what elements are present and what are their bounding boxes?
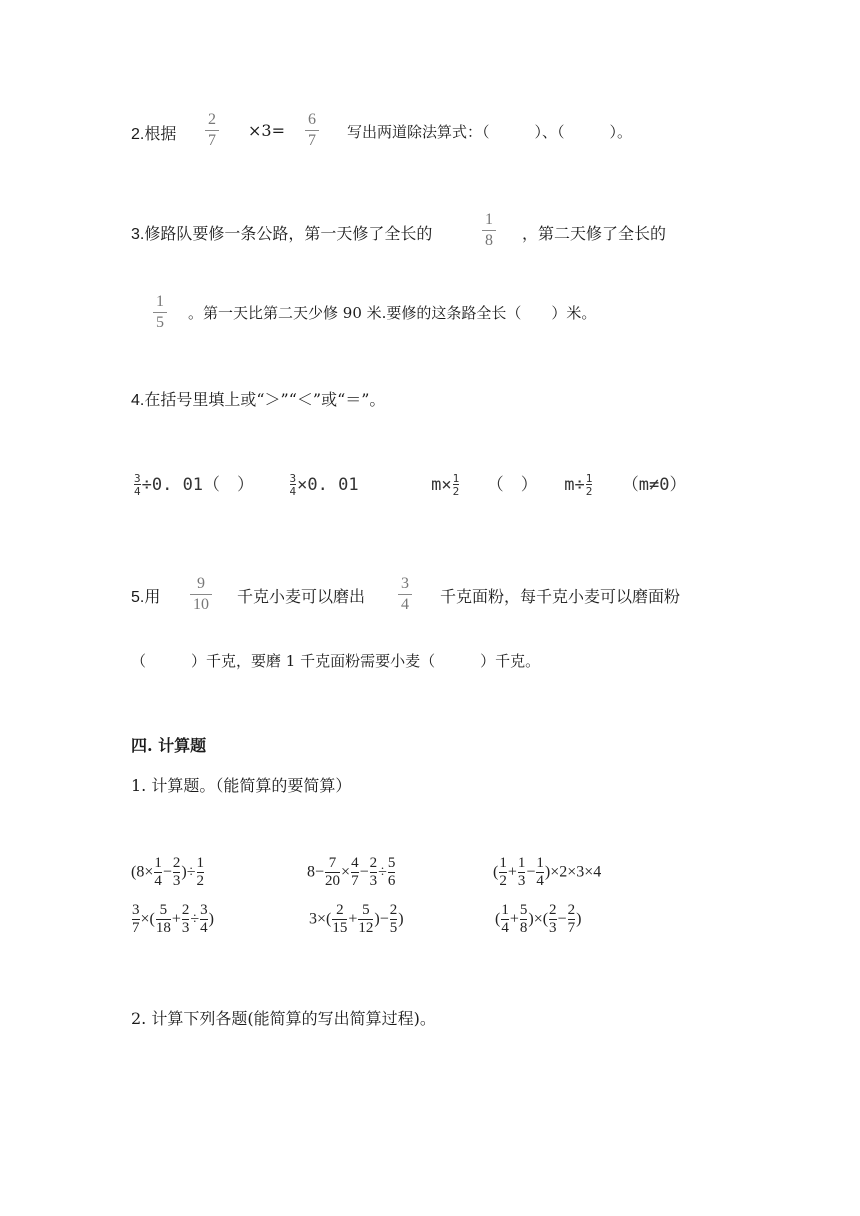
q3-fraction-2: [153, 294, 167, 331]
q5-fraction-2: [398, 576, 412, 613]
q3-fraction-1-numerator: 1: [485, 211, 493, 228]
q5-fraction-2-numerator: 3: [401, 575, 409, 592]
q3-text-line-1: 修路队要修一条公路，第一天修了全长的: [144, 224, 433, 243]
q4-d-condition: （m≠0）: [621, 475, 687, 495]
q4-comparison-row: [133, 470, 687, 497]
q4-d-fraction: [586, 473, 593, 497]
q3-fraction-2-numerator: 1: [156, 293, 164, 310]
q4-a-fraction-denominator: 4: [134, 485, 141, 498]
q2-fraction-2: [305, 112, 319, 149]
q5-text-before: 用: [144, 587, 161, 606]
q5-fraction-1-numerator: 9: [197, 575, 205, 592]
q3-fraction-1-denominator: 8: [482, 230, 496, 249]
q2-fraction-1-denominator: 7: [205, 130, 219, 149]
q4-b-fraction: [290, 473, 297, 497]
q2-times: ×3=: [248, 121, 285, 140]
q3-line-1: [131, 221, 432, 244]
calc-expression-5: 3×( $\frac{2}{15}$ + $\frac{5}{12}$ )− $\frac{2}{5}$ ): [309, 902, 404, 936]
q5-text-mid: 千克小麦可以磨出: [237, 587, 366, 606]
q4-d-expression: m÷: [564, 475, 585, 495]
q3-text-line-1b: ，第二天修了全长的: [522, 224, 667, 243]
q4-number: 4.: [131, 392, 145, 409]
q2-fraction-2-denominator: 7: [305, 130, 319, 149]
q3-fraction-2-denominator: 5: [153, 312, 167, 331]
q4-b-expression: ×0. 01: [297, 475, 359, 495]
q2-fraction-1-numerator: 2: [208, 111, 216, 128]
section-4-question-1: 1. 计算题。（能简算的要简算）: [131, 776, 352, 795]
q4-a-fraction: [134, 473, 141, 497]
q2-fraction-1: [205, 112, 219, 149]
q5-text-after: 千克面粉，每千克小麦可以磨面粉: [440, 587, 681, 606]
q4-a-expression: ÷0. 01（ ）: [141, 475, 255, 495]
q5-fraction-1: [190, 576, 212, 613]
q4-c-fraction-denominator: 2: [452, 485, 460, 498]
q4-c-expression: m×: [431, 475, 452, 495]
q3-text-line-2: 。第一天比第二天少修 90 米.要修的这条路全长（ ）米。: [188, 304, 597, 322]
q5-text-line-2: （ ）千克，要磨 1 千克面粉需要小麦（ ）千克。: [131, 652, 541, 670]
calc-expression-4: $\frac{3}{7}$ ×( $\frac{5}{18}$ + $\frac{2}{3}$ ÷ $\frac{3}{4}$ ): [132, 902, 214, 936]
section-4-title: 四. 计算题: [131, 736, 207, 755]
q4-text: 在括号里填上或“＞”“＜”或“＝”。: [144, 390, 386, 409]
q2-number: 2.: [131, 126, 145, 143]
q2-text-before: 根据: [144, 124, 177, 143]
q5-line-1: [131, 584, 160, 607]
q2-text-after: 写出两道除法算式：（ ）、（ ）。: [347, 123, 633, 141]
calc-expression-3: ( $\frac{1}{2}$ + $\frac{1}{3}$ − $\frac{1}{4}$ )×2×3×4: [493, 855, 602, 889]
q4-line: [131, 387, 385, 410]
calc-expression-1: (8× $\frac{1}{4}$ − $\frac{2}{3}$ )÷ $\frac{1}{2}$: [131, 855, 204, 889]
q4-d-fraction-numerator: 1: [585, 472, 593, 485]
q3-number: 3.: [131, 226, 145, 243]
calc-expression-2: 8− $\frac{7}{20}$ × $\frac{4}{7}$ − $\frac{2}{3}$ ÷ $\frac{5}{6}$: [307, 855, 396, 889]
q5-number: 5.: [131, 589, 145, 606]
q2-fraction-2-numerator: 6: [308, 111, 316, 128]
section-4-question-2: 2. 计算下列各题(能简算的写出简算过程)。: [131, 1009, 436, 1028]
q3-fraction-1: [482, 212, 496, 249]
q5-fraction-1-denominator: 10: [190, 594, 212, 613]
q4-a-fraction-numerator: 3: [134, 472, 141, 485]
q4-b-fraction-denominator: 4: [289, 485, 297, 498]
q5-fraction-2-denominator: 4: [398, 594, 412, 613]
q4-b-fraction-numerator: 3: [289, 472, 297, 485]
calc-expression-6: ( $\frac{1}{4}$ + $\frac{5}{8}$ )×( $\frac{2}{3}$ − $\frac{2}{7}$ ): [495, 902, 582, 936]
q4-c-blank: （ ）: [486, 475, 538, 495]
q4-c-fraction: [453, 473, 460, 497]
q2-line: [131, 121, 176, 144]
q4-d-fraction-denominator: 2: [585, 485, 593, 498]
q4-c-fraction-numerator: 1: [452, 472, 460, 485]
